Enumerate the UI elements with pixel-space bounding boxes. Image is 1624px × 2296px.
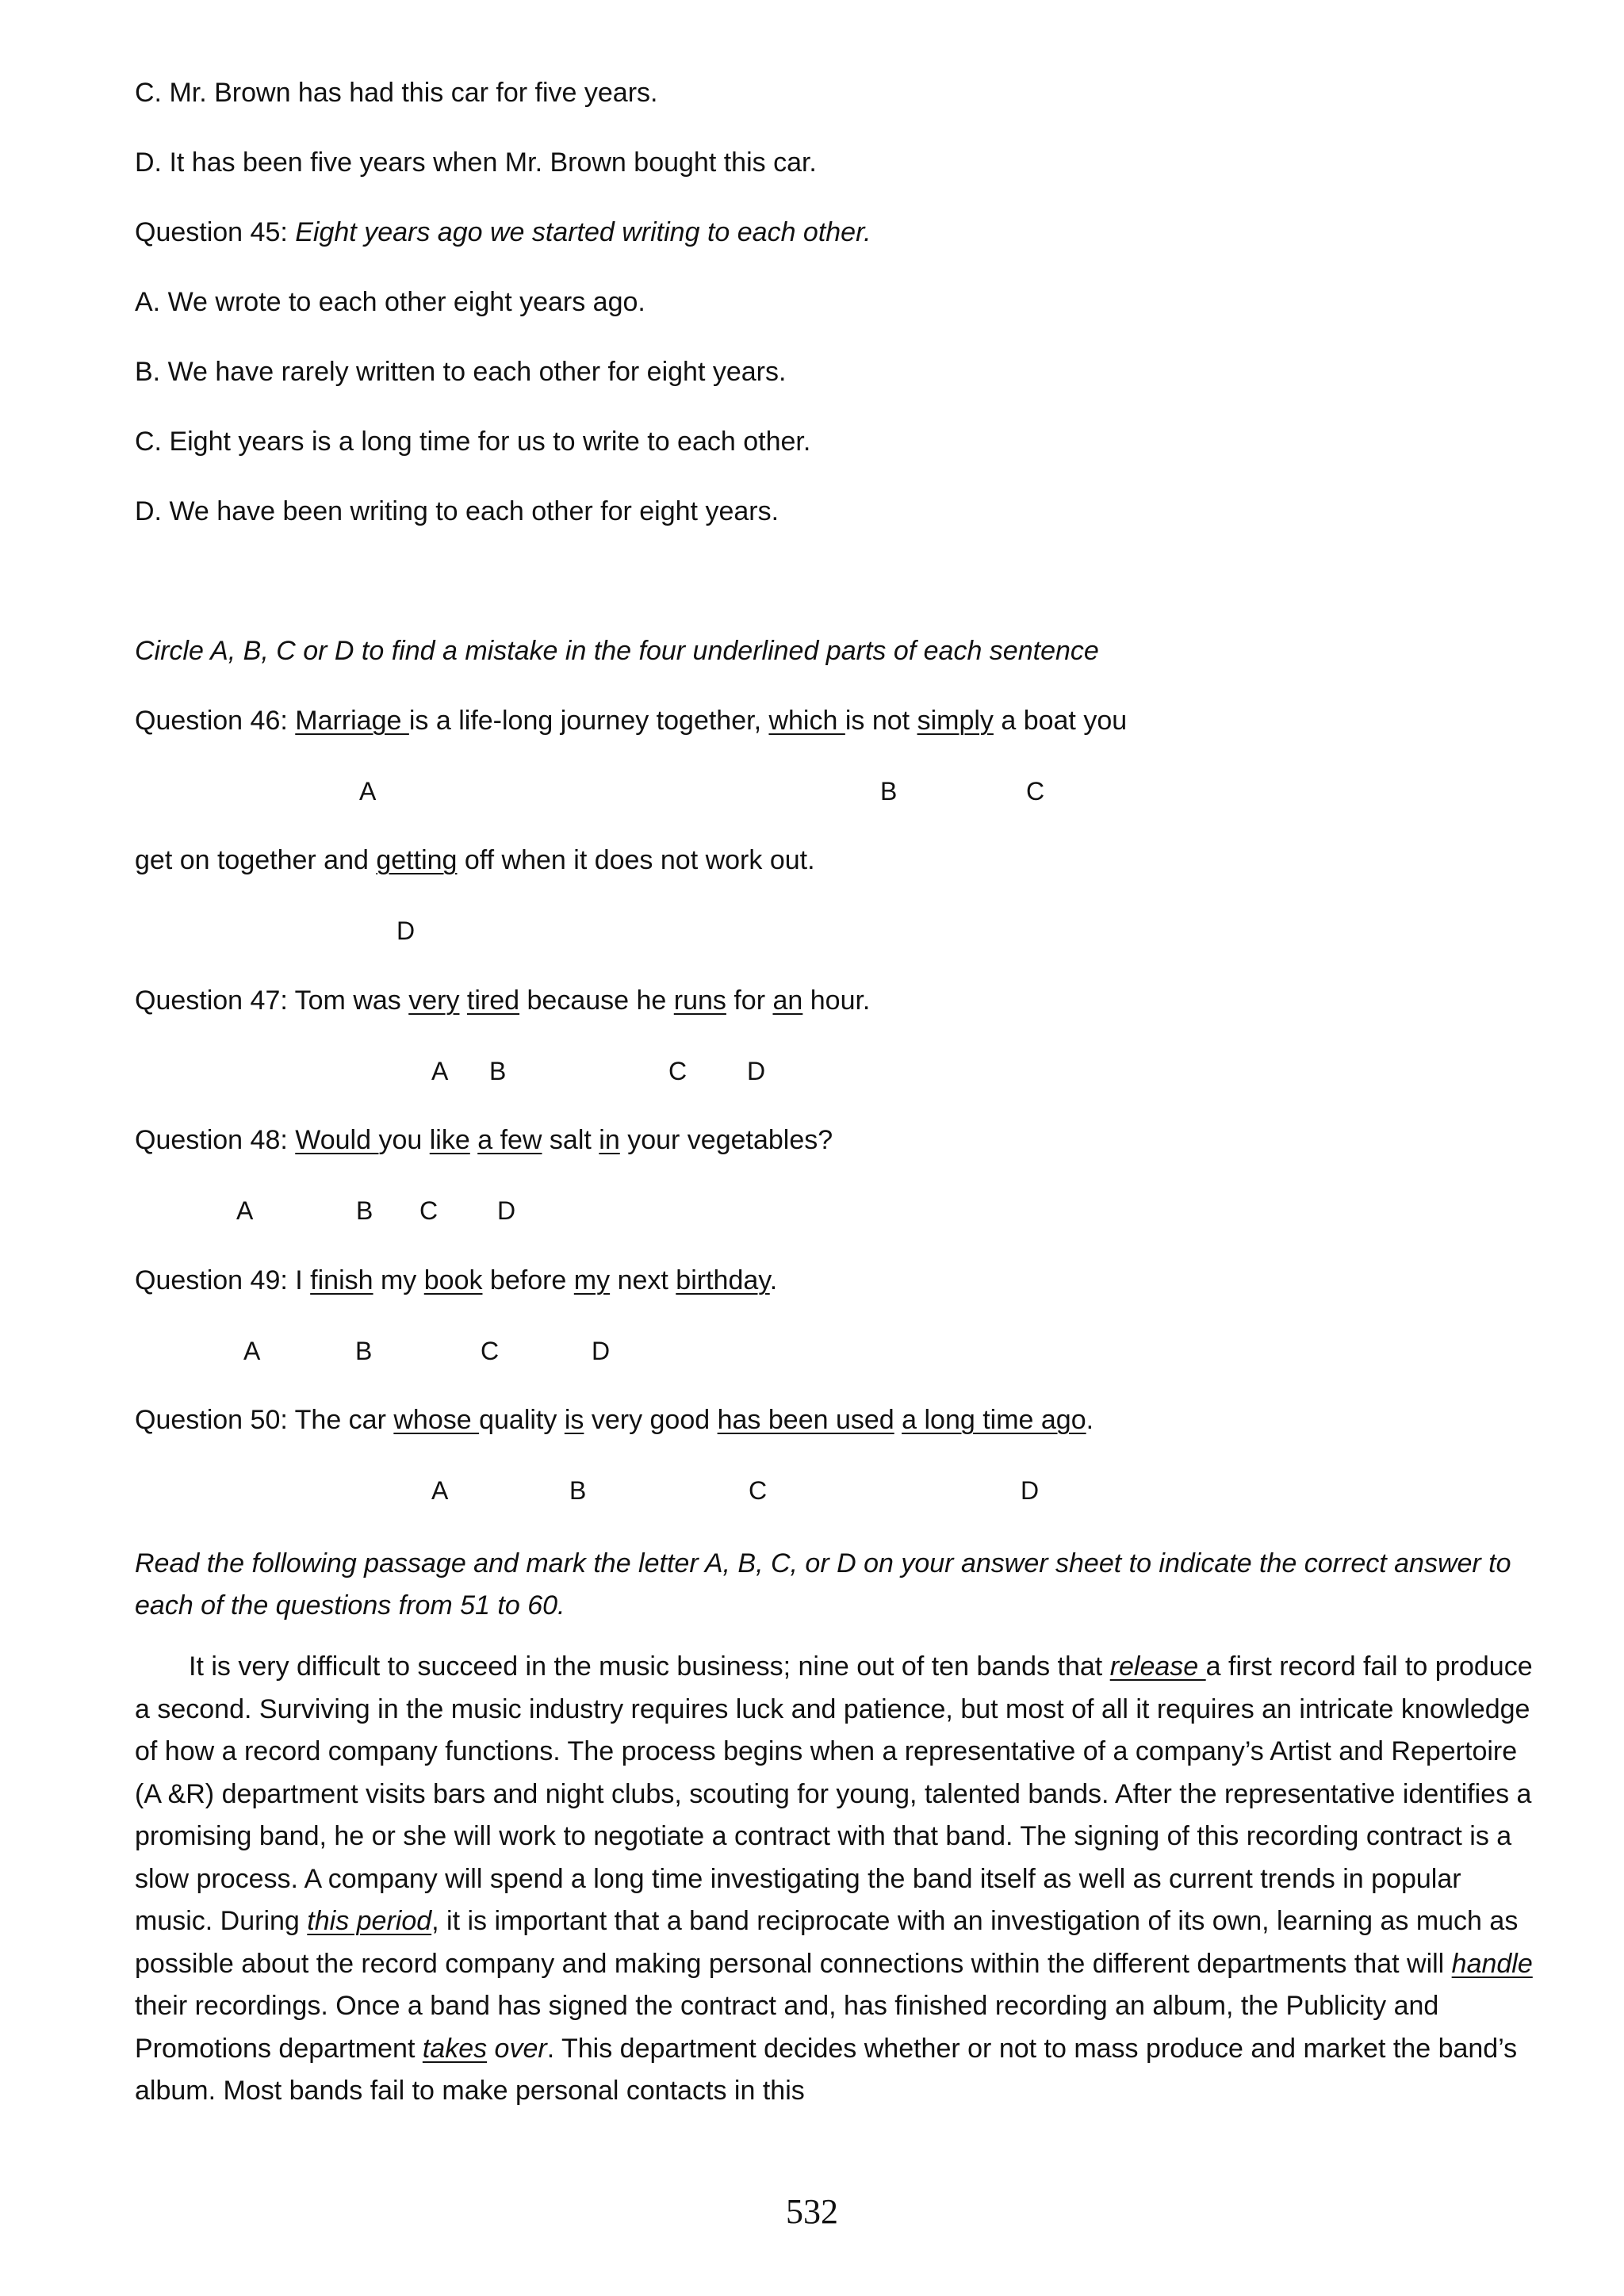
q47-letter-a: A [431,1057,449,1085]
q50-text: . [1086,1405,1094,1435]
q48-letter-c: C [419,1196,439,1225]
q50-letter-a: A [431,1476,449,1505]
q49-part-d: birthday [676,1265,770,1295]
q47-part-c: runs [673,985,726,1016]
q49-text: . [769,1265,778,1295]
q46-text: a boat you [993,706,1128,736]
q47-text: Tom was [294,985,409,1016]
q47-letter-d: D [747,1057,766,1085]
q50-text: very good [584,1405,718,1435]
q46-line-2 [135,843,815,878]
q47-letter-c: C [668,1057,688,1085]
q48-letter-d: D [497,1196,516,1225]
q48-part-a: Would [295,1125,379,1155]
passage-text: . This department decides whether or not to mass produce and market the band’s album. Most bands fail to make personal contacts in this [135,2033,1518,2106]
q46-part-c: simply [917,706,994,736]
q50-text: The car [294,1405,394,1435]
section-instruction-mistakes: Circle A, B, C or D to find a mistake in the four underlined parts of each sentence [135,636,1099,666]
q46-text: off when it does not work out. [457,845,815,875]
q45-question [135,215,871,250]
q48-part-c: a few [477,1125,542,1155]
q45-option-d: D. We have been writing to each other for eight years. [135,496,779,526]
q46-text: is not [845,706,917,736]
q50-part-c: has been used [717,1405,894,1435]
q47-line [135,983,870,1018]
passage-text: It is very difficult to succeed in the music business; nine out of ten bands that [189,1651,1110,1682]
q45-label: Question 45: [135,217,296,247]
q49-label: Question 49: [135,1265,296,1295]
passage-keyword-this-period: this period [307,1906,432,1936]
q46-text: is a life-long journey together, [408,706,769,736]
q49-line [135,1263,777,1298]
q46-letter-d: D [396,916,416,945]
q49-text: my [373,1265,424,1295]
q44-option-c: C. Mr. Brown has had this car for five years. [135,78,658,108]
q47-letter-b: B [489,1057,507,1085]
passage-keyword-handle: handle [1451,1948,1533,1979]
passage-keyword-over: over [487,2033,547,2064]
page-number: 532 [786,2192,838,2231]
q48-text: salt [542,1125,599,1155]
q46-letter-b: B [880,777,898,806]
q50-text: quality [479,1405,565,1435]
q46-part-d: getting [376,845,458,875]
q48-label: Question 48: [135,1125,296,1155]
passage-text: their recordings. Once a band has signed the contract and, has finished recording an album, the Publicity and Promotions department [135,1991,1439,2064]
q45-prompt: Eight years ago we started writing to each other. [295,217,871,247]
q47-part-a: very [408,985,460,1016]
q45-option-a: A. We wrote to each other eight years ago. [135,287,645,317]
section-instruction-reading: Read the following passage and mark the letter A, B, C, or D on your answer sheet to indicate the correct answer to each of the questions from 51 to 60. [135,1548,1511,1621]
q46-letter-c: C [1026,777,1045,806]
q46-label: Question 46: [135,706,296,736]
passage-keyword-release: release [1109,1651,1206,1682]
passage-text: , it is important that a band reciprocate with an investigation of its own, learning as much as possible about the record company and making personal connections within the different departments that will [135,1906,1519,1979]
q47-text: for [726,985,773,1016]
q48-text: your vegetables? [619,1125,833,1155]
q45-option-b: B. We have rarely written to each other for eight years. [135,357,787,387]
q49-part-c: my [573,1265,611,1295]
q49-part-b: book [423,1265,483,1295]
q50-letter-c: C [749,1476,768,1505]
q46-part-b: which [768,706,845,736]
q48-part-d: in [599,1125,620,1155]
q50-line [135,1402,1094,1437]
q50-letter-b: B [569,1476,587,1505]
q49-letter-c: C [481,1337,500,1365]
q47-text: because he [519,985,674,1016]
q46-part-a: Marriage [295,706,409,736]
q50-part-a: whose [393,1405,480,1435]
q47-part-d: an [772,985,803,1016]
q48-text: you [378,1125,430,1155]
q46-line-1 [135,703,1127,738]
q50-part-b: is [564,1405,584,1435]
q49-part-a: finish [310,1265,373,1295]
q49-letter-d: D [592,1337,611,1365]
passage-keyword-takes: takes [422,2033,488,2064]
q48-part-b: like [429,1125,470,1155]
q49-letter-b: B [355,1337,373,1365]
q48-line [135,1123,833,1158]
q48-letter-b: B [356,1196,373,1225]
q50-label: Question 50: [135,1405,295,1435]
q47-part-b: tired [466,985,520,1016]
q44-option-d: D. It has been five years when Mr. Brown bought this car. [135,147,817,178]
q49-text: before [482,1265,574,1295]
q50-part-d: a long time ago [902,1405,1086,1435]
q47-text: hour. [802,985,871,1016]
q47-label: Question 47: [135,985,295,1016]
q49-letter-a: A [243,1337,261,1365]
q49-text: I [295,1265,311,1295]
q46-letter-a: A [359,777,377,806]
reading-passage [135,1646,1538,2113]
q48-letter-a: A [236,1196,254,1225]
q50-letter-d: D [1021,1476,1040,1505]
q49-text: next [610,1265,676,1295]
passage-text: a first record fail to produce a second. Surviving in the music industry requires luck and patience, but most of all it requires an intricate knowledge of how a record company functions. The process begins when a representative of a company’s Artist and Repertoire (A &R) department visits bars and night clubs, scouting for young, talented bands. After the representative identifies a promising band, he or she will work to negotiate a contract with that band. The signing of this recording contract is a slow process. A company will spend a long time investigating the band itself as well as current trends in popular music. During [135,1651,1533,1936]
q46-text: get on together and [135,845,377,875]
q45-option-c: C. Eight years is a long time for us to write to each other. [135,427,811,457]
